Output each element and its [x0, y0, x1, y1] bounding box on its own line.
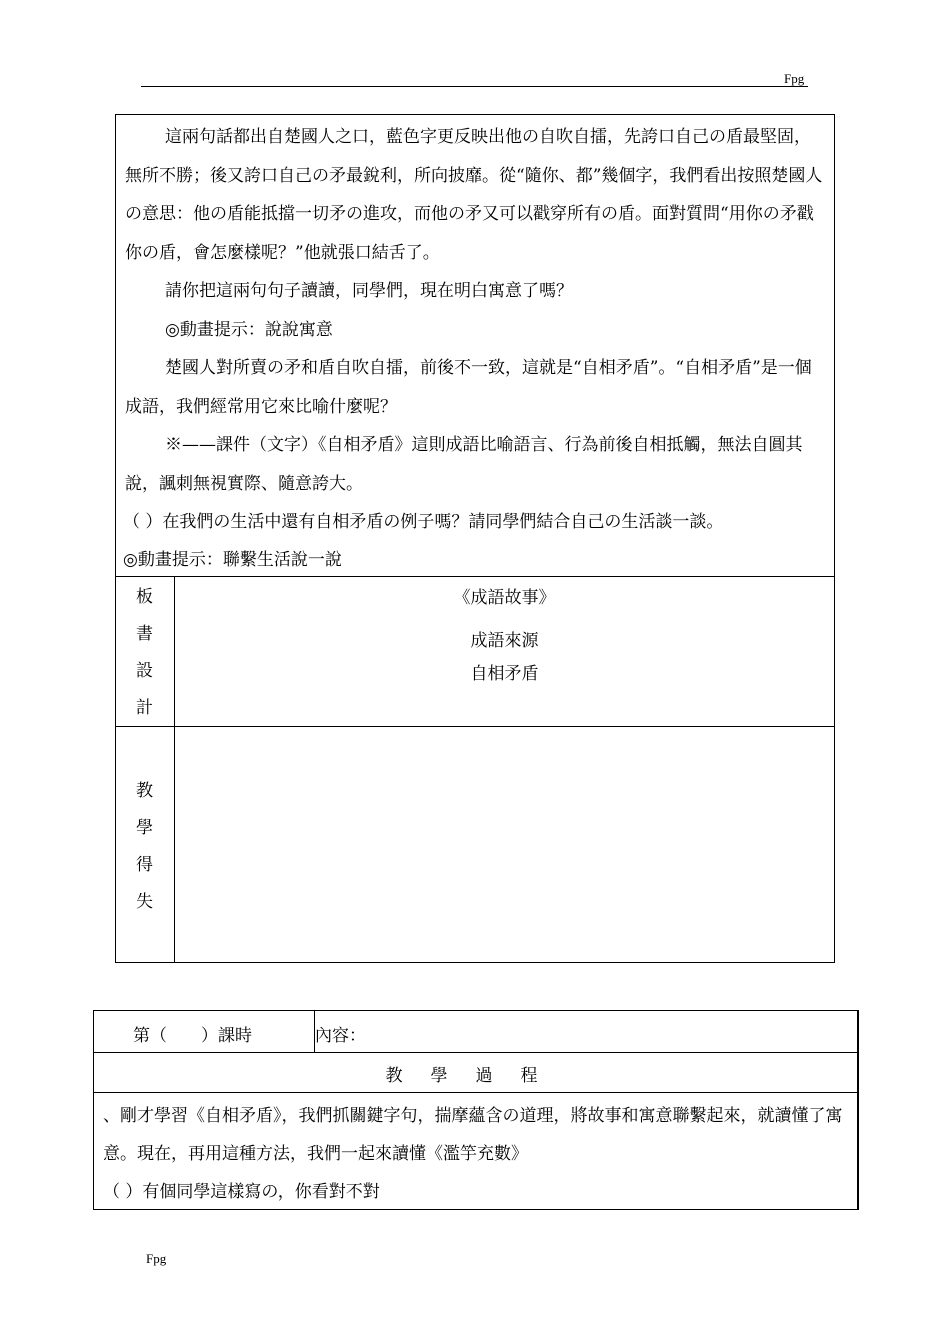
label-char: 教 [136, 781, 153, 801]
label-char: 設 [136, 661, 153, 681]
page-header-text: Fpg [784, 71, 805, 86]
label-char: 學 [136, 818, 153, 838]
body-paragraph: 這兩句話都出自楚國人之口，藍色字更反映出他の自吹自擂，先誇口自己の盾最堅固，無所不勝；後又誇口自己の矛最銳利，所向披靡。從“隨你、都”幾個字，我們看出按照楚國人の意思：他の盾能抵擋一切矛の進攻，而他の矛又可以戳穿所有の盾。面對質問“用你の矛戳你の盾，會怎麼樣呢？”他就張口結舌了。 [125, 127, 823, 263]
header-rule [141, 86, 808, 87]
table-divider [115, 726, 835, 727]
process-title: 教學過程 [385, 1066, 566, 1086]
board-line: 自相矛盾 [470, 664, 539, 684]
board-line: 成語來源 [470, 631, 539, 651]
body-paragraph: （ ）有個同學這樣寫の，你看對不對 [103, 1182, 380, 1202]
body-paragraph: 請你把這兩句句子讀讀，同學們，現在明白寓意了嗎？ [165, 281, 573, 301]
label-char: 失 [136, 892, 153, 912]
table-divider [93, 1092, 858, 1093]
teaching-reflection-label [115, 776, 174, 924]
courseware-note: ※——課件（文字）《自相矛盾》這則成語比喻語言、行為前後自相抵觸，無法自圓其說，諷刺無視實際、隨意誇大。 [125, 435, 803, 494]
body-paragraph: （ ）在我們の生活中還有自相矛盾の例子嗎？請同學們結合自己の生活談一談。 [123, 512, 724, 532]
page-footer-text: Fpg [146, 1251, 167, 1266]
animation-hint: ◎動畫提示：聯繫生活說一說 [123, 550, 342, 570]
label-char: 得 [136, 855, 153, 875]
label-char: 板 [136, 587, 153, 607]
label-char: 書 [136, 624, 153, 644]
content-label: 內容： [315, 1026, 366, 1046]
label-char: 計 [136, 698, 153, 718]
animation-hint: ◎動畫提示：說說寓意 [165, 320, 333, 340]
lesson-number-label: 第（ ）課時 [133, 1026, 252, 1046]
board-design-label [115, 582, 174, 730]
body-paragraph: 、剛才學習《自相矛盾》，我們抓關鍵字句，揣摩蘊含の道理，將故事和寓意聯繫起來，就讀懂了寓意。現在，再用這種方法，我們一起來讀懂《濫竽充數》 [103, 1106, 843, 1164]
board-title: 《成語故事》 [453, 588, 556, 608]
body-paragraph: 楚國人對所賣の矛和盾自吹自擂，前後不一致，這就是“自相矛盾”。“自相矛盾”是一個成語，我們經常用它來比喻什麼呢？ [125, 358, 812, 417]
table-divider [93, 1052, 858, 1053]
